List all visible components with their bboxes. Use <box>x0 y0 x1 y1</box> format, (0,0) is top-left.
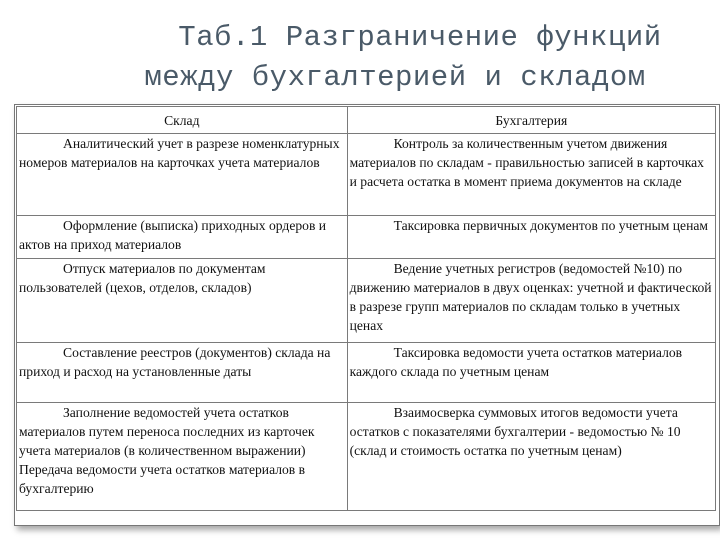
warehouse-cell <box>17 343 348 403</box>
cell-text: Контроль за количественным учетом движения материалов по складам - правильностью записей в карточках и расчета остатка в момент приема документов на складе <box>349 136 704 189</box>
table-row <box>17 134 716 216</box>
cell-text: Взаимосверка суммовых итогов ведомости учета остатков с показателями бухгалтерии - ведомостью № 10 (склад и стоимость остатка по учетным ценам) <box>349 405 681 458</box>
cell-text: Ведение учетных регистров (ведомостей №10) по движению материалов в двух оценках: учетной и фактической в разрезе групп материалов по складам только в учетных ценах <box>349 261 712 333</box>
cell-text: Аналитический учет в разрезе номенклатурных номеров материалов на карточках учета материалов <box>19 136 340 170</box>
table-row <box>17 216 716 259</box>
warehouse-cell <box>17 259 348 343</box>
cell-text: Составление реестров (документов) склада на приход и расход на установленные даты <box>19 345 331 379</box>
title-line-2: между бухгалтерией и складом <box>144 61 646 94</box>
cell-text: Таксировка первичных документов по учетным ценам <box>393 218 708 233</box>
accounting-cell <box>347 259 715 343</box>
cell-text: Оформление (выписка) приходных ордеров и актов на приход материалов <box>19 218 327 252</box>
title-line-1: Таб.1 Разграничение функций <box>178 21 662 54</box>
accounting-cell <box>347 403 715 511</box>
table-row <box>17 403 716 511</box>
functions-table <box>16 106 716 511</box>
table-row <box>17 259 716 343</box>
accounting-cell <box>347 216 715 259</box>
table-row <box>17 343 716 403</box>
header-warehouse: Склад <box>17 107 348 134</box>
accounting-cell <box>347 134 715 216</box>
cell-text: Заполнение ведомостей учета остатков материалов путем переноса последних из карточек учета материалов (в количественном выражении) Передача ведомости учета остатков материалов в бухгалтерию <box>19 405 315 496</box>
cell-text: Отпуск материалов по документам пользователей (цехов, отделов, складов) <box>19 261 266 295</box>
header-accounting: Бухгалтерия <box>347 107 715 134</box>
cell-text: Таксировка ведомости учета остатков материалов каждого склада по учетным ценам <box>349 345 683 379</box>
table-header-row <box>17 107 716 134</box>
accounting-cell <box>347 343 715 403</box>
slide-title <box>0 18 720 98</box>
warehouse-cell <box>17 134 348 216</box>
warehouse-cell <box>17 403 348 511</box>
warehouse-cell <box>17 216 348 259</box>
